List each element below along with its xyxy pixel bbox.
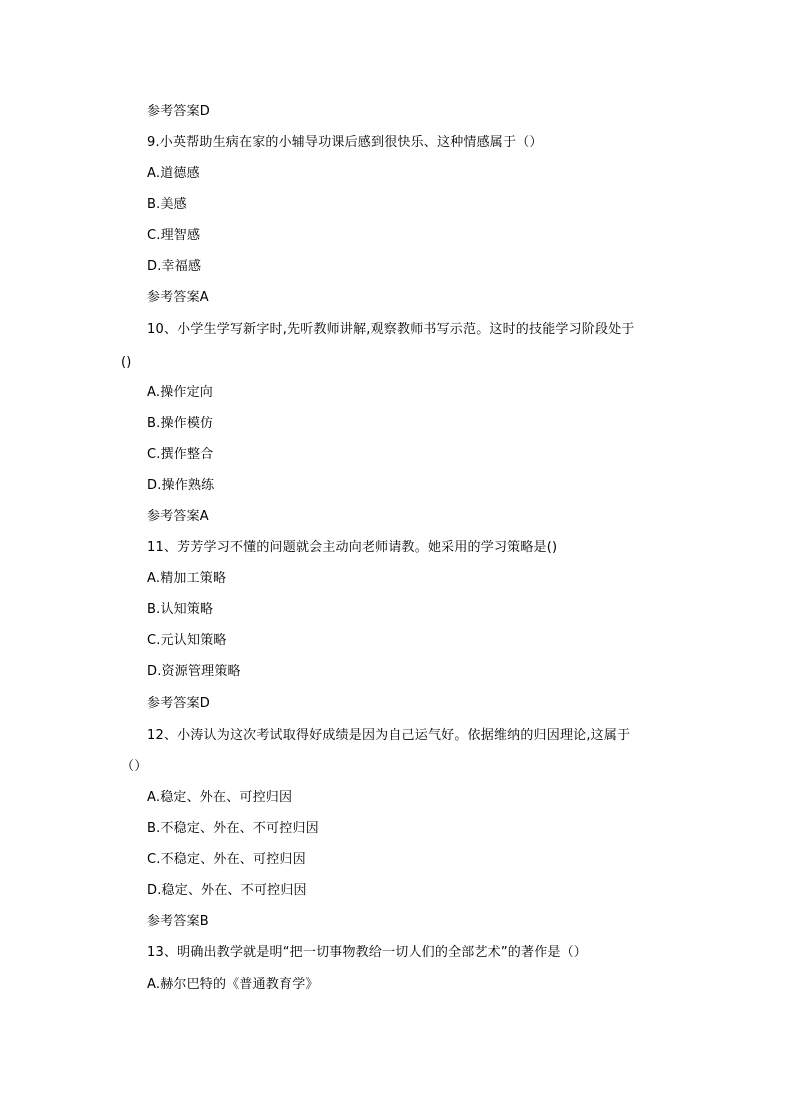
answer-line: 参考答案A xyxy=(147,509,209,524)
option-c: C.元认知策略 xyxy=(147,633,227,648)
option-c: C.撰作整合 xyxy=(147,447,214,462)
question-12-continuation: （） xyxy=(121,759,148,774)
question-13: 13、明确出教学就是明“把一切事物教给一切人们的全部艺术”的著作是（） xyxy=(147,945,588,960)
answer-line: 参考答案B xyxy=(147,914,209,929)
option-d: D.幸福感 xyxy=(147,259,202,274)
option-a: A.赫尔巴特的《普通教育学》 xyxy=(147,977,319,992)
option-d: D.稳定、外在、不可控归因 xyxy=(147,883,307,898)
option-a: A.道德感 xyxy=(147,166,200,181)
option-b: B.不稳定、外在、不可控归因 xyxy=(147,821,319,836)
question-10-continuation: () xyxy=(121,355,132,370)
question-10: 10、小学生学写新字时,先听教师讲解,观察教师书写示范。这时的技能学习阶段处于 xyxy=(147,322,635,337)
answer-line: 参考答案D xyxy=(147,696,211,711)
option-c: C.不稳定、外在、可控归因 xyxy=(147,852,306,867)
answer-line: 参考答案A xyxy=(147,290,209,305)
answer-line: 参考答案D xyxy=(147,104,211,119)
option-a: A.操作定向 xyxy=(147,385,213,400)
option-c: C.理智感 xyxy=(147,228,201,243)
option-a: A.稳定、外在、可控归因 xyxy=(147,790,293,805)
option-a: A.精加工策略 xyxy=(147,571,227,586)
option-d: D.资源管理策略 xyxy=(147,664,241,679)
option-b: B.操作模仿 xyxy=(147,416,214,431)
question-9: 9.小英帮助生病在家的小辅导功课后感到很快乐、这种情感属于（） xyxy=(147,135,543,150)
question-11: 11、芳芳学习不懂的问题就会主动向老师请教。她采用的学习策略是() xyxy=(147,540,558,555)
option-b: B.认知策略 xyxy=(147,602,214,617)
option-b: B.美感 xyxy=(147,197,187,212)
question-12: 12、小涛认为这次考试取得好成绩是因为自己运气好。依据维纳的归因理论,这属于 xyxy=(147,728,631,743)
option-d: D.操作熟练 xyxy=(147,478,215,493)
